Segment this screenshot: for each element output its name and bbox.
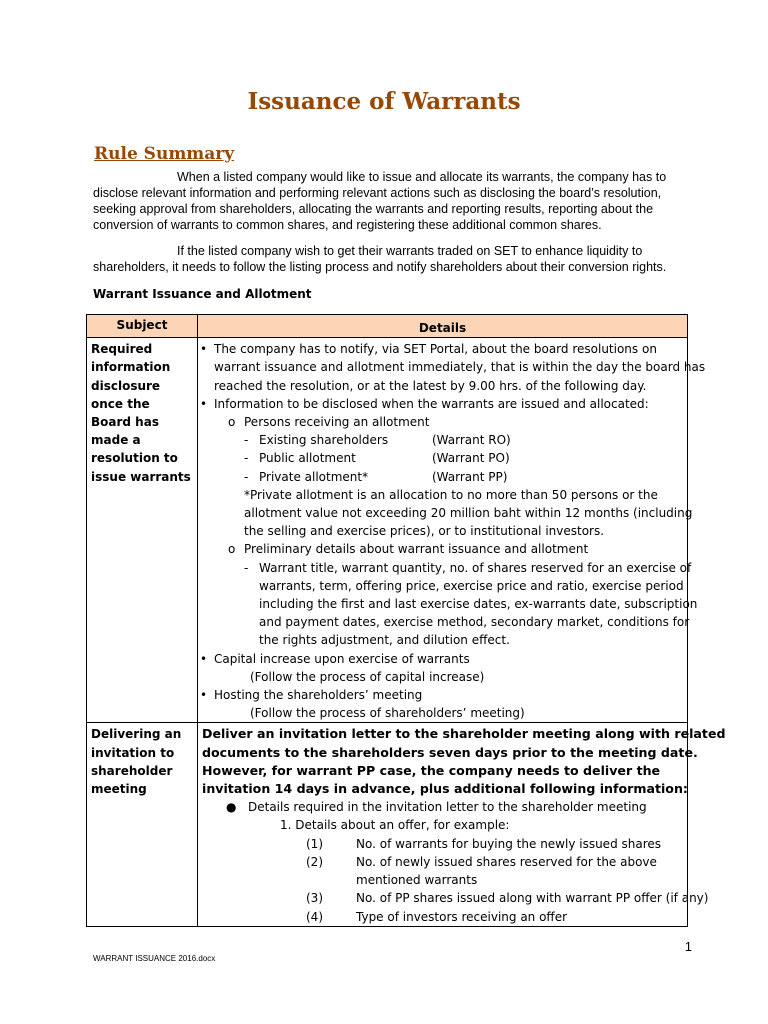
numbered-item xyxy=(200,889,709,907)
bullet-icon: • xyxy=(200,651,208,666)
item-number: (4) xyxy=(306,909,323,924)
document-title: Issuance of Warrants xyxy=(247,88,521,115)
bullet-icon: • xyxy=(200,688,208,703)
text-line: allotment value not exceeding 20 million baht within 12 months (including xyxy=(244,506,693,521)
text-line: including the first and last exercise dates, ex-warrants date, subscription xyxy=(259,597,698,612)
text-line: Capital increase upon exercise of warrants xyxy=(214,651,470,666)
table-row xyxy=(87,723,688,926)
text-line: the rights adjustment, and dilution effect. xyxy=(259,633,510,648)
bullet-icon: • xyxy=(200,342,208,357)
bullet-icon: • xyxy=(200,396,208,411)
list-item xyxy=(200,340,685,358)
text-line: invitation 14 days in advance, plus additional following information: xyxy=(202,781,688,797)
allotment-type: (Warrant PO) xyxy=(432,451,510,466)
circle-bullet-icon: o xyxy=(228,415,236,430)
text-line: However, for warrant PP case, the company needs to deliver the xyxy=(202,762,661,778)
text-line: Deliver an invitation letter to the shareholder meeting along with related xyxy=(202,726,726,742)
page-number: 1 xyxy=(684,939,692,954)
text-line: reached the resolution, or at the latest by 9.00 hrs. of the following day. xyxy=(214,378,647,393)
text-line: documents to the shareholders seven days prior to the meeting date. xyxy=(202,744,698,760)
details-cell xyxy=(198,338,706,723)
subject-cell: Required information disclosure once the Board has made a resolution to issue warrants xyxy=(87,338,198,723)
list-item xyxy=(200,413,685,431)
text-line: mentioned warrants xyxy=(356,873,478,888)
text-line: *Private allotment is an allocation to no more than 50 persons or the xyxy=(244,487,658,502)
allotment-item xyxy=(200,468,685,486)
bullet-icon: ● xyxy=(226,800,237,815)
text-line: Information to be disclosed when the warrants are issued and allocated: xyxy=(214,396,649,411)
list-item xyxy=(200,798,685,816)
text-line: No. of newly issued shares reserved for the above xyxy=(356,854,657,869)
text-line: 1. Details about an offer, for example: xyxy=(280,818,510,833)
paragraph-listing: If the listed company wish to get their warrants traded on SET to enhance liquidity to shareholders, it needs to follow the listing process and notify shareholders about their conversion rights. xyxy=(93,244,667,274)
text-line: (Follow the process of shareholders’ meeting) xyxy=(250,706,525,721)
dash-icon: - xyxy=(244,469,249,484)
list-item xyxy=(200,395,685,413)
allotment-item xyxy=(200,431,685,449)
dash-icon: - xyxy=(244,451,249,466)
footer-filename: WARRANT ISSUANCE 2016.docx xyxy=(93,954,216,963)
text-line: warrants, term, offering price, exercise price and ratio, exercise period xyxy=(259,578,684,593)
section-heading-rule-summary: Rule Summary xyxy=(94,144,235,164)
numbered-item xyxy=(200,908,685,926)
dash-icon: - xyxy=(244,433,249,448)
table-row xyxy=(87,338,688,723)
list-item xyxy=(200,686,685,704)
text-line: Warrant title, warrant quantity, no. of shares reserved for an exercise of xyxy=(259,560,692,575)
subject-cell: Delivering an invitation to shareholder meeting xyxy=(87,723,198,926)
list-item xyxy=(200,559,692,577)
text-line: and payment dates, exercise method, secondary market, conditions for xyxy=(259,615,690,630)
header-details: Details xyxy=(198,315,688,338)
dash-icon: - xyxy=(244,560,249,575)
text-line: Details required in the invitation letter to the shareholder meeting xyxy=(248,800,647,815)
text-line: No. of PP shares issued along with warrant PP offer (if any) xyxy=(356,891,709,906)
text-line: (Follow the process of capital increase) xyxy=(250,669,485,684)
text-line: Persons receiving an allotment xyxy=(244,415,430,430)
text-line: Type of investors receiving an offer xyxy=(356,909,568,924)
details-cell xyxy=(198,723,726,926)
allotment-item xyxy=(200,449,685,467)
numbered-item xyxy=(200,853,685,871)
numbered-item xyxy=(200,835,685,853)
warrant-table xyxy=(86,314,726,927)
allotment-type: (Warrant RO) xyxy=(432,433,511,448)
text-line: Preliminary details about warrant issuance and allotment xyxy=(244,542,589,557)
table-header-row xyxy=(87,315,688,338)
text-line: No. of warrants for buying the newly issued shares xyxy=(356,836,662,851)
list-item xyxy=(200,540,685,558)
item-number: (2) xyxy=(306,854,323,869)
text-line: The company has to notify, via SET Portal, about the board resolutions on xyxy=(214,342,657,357)
item-number: (3) xyxy=(306,891,323,906)
circle-bullet-icon: o xyxy=(228,542,236,557)
list-item xyxy=(200,650,685,668)
text-line: warrant issuance and allotment immediately, that is within the day the board has xyxy=(214,360,706,375)
text-line: the selling and exercise prices), or to institutional investors. xyxy=(244,524,605,539)
allotment-name: Private allotment* xyxy=(259,469,369,484)
table-title: Warrant Issuance and Allotment xyxy=(93,287,312,301)
header-subject: Subject xyxy=(87,315,198,338)
text-line: Hosting the shareholders’ meeting xyxy=(214,688,423,703)
allotment-name: Public allotment xyxy=(259,451,356,466)
paragraph-intro: When a listed company would like to issue and allocate its warrants, the company has to disclose relevant information and performing relevant actions such as disclosing the board’s resolution, seeking approval from shareholders, allocating the warrants and reporting results, reporting about the conversion of warrants to common shares, and registering these additional common shares. xyxy=(93,170,667,232)
allotment-type: (Warrant PP) xyxy=(432,469,508,484)
item-number: (1) xyxy=(306,836,323,851)
allotment-name: Existing shareholders xyxy=(259,433,389,448)
